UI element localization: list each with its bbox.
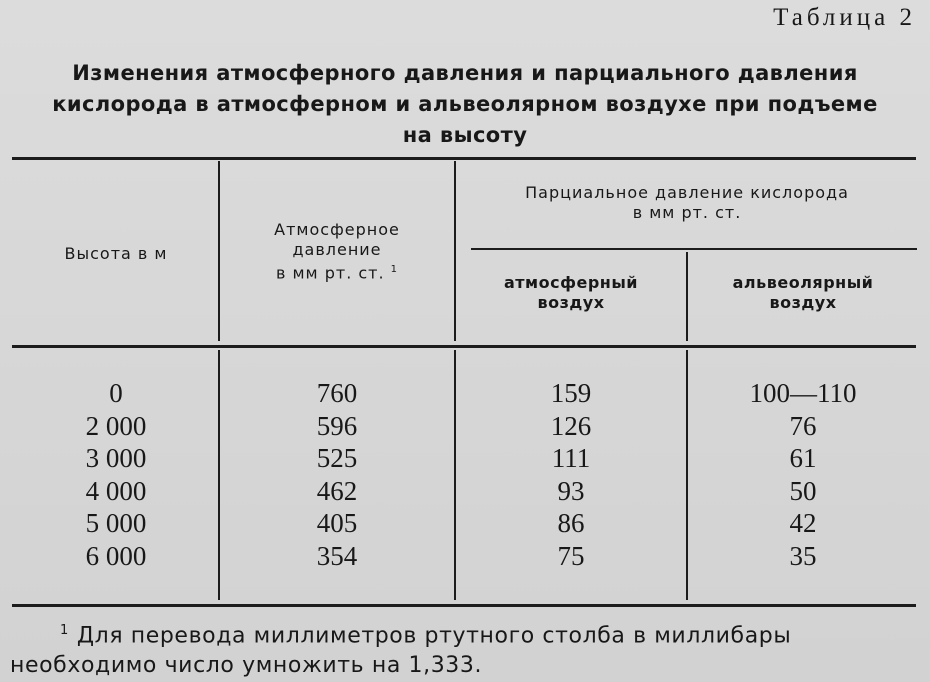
table-title-line-3: на высоту xyxy=(402,123,528,147)
column-o2-alv-air-values xyxy=(690,377,916,572)
header-atm-pressure-line-2: давление xyxy=(292,240,382,259)
table-bottom-rule xyxy=(12,604,916,607)
header-atm-air xyxy=(458,273,684,313)
table-title xyxy=(8,58,922,151)
cell-atm-pressure: 354 xyxy=(316,540,358,571)
cell-o2-atm-air: 93 xyxy=(557,475,585,506)
footnote-text-1: Для перевода миллиметров ртутного столба в миллибары xyxy=(76,623,792,649)
header-atm-pressure xyxy=(222,220,452,283)
column-divider xyxy=(218,161,220,341)
header-partial-pressure-line-2: в мм рт. ст. xyxy=(632,203,742,222)
cell-o2-atm-air: 126 xyxy=(550,410,592,441)
header-alv-air xyxy=(690,273,916,313)
header-alv-air-line-1: альвеолярный xyxy=(732,273,874,292)
table-number-label: Таблица 2 xyxy=(773,4,916,31)
header-atm-pressure-line-3 xyxy=(222,260,452,283)
column-divider xyxy=(686,252,688,341)
cell-height: 6 000 xyxy=(85,540,147,571)
cell-o2-atm-air: 75 xyxy=(557,540,585,571)
cell-height: 0 xyxy=(109,378,123,408)
column-divider xyxy=(454,350,456,600)
cell-o2-alv-air: 61 xyxy=(789,443,817,473)
header-atm-pressure-line-1: Атмосферное xyxy=(274,220,400,239)
column-divider xyxy=(218,350,220,600)
partial-pressure-subheader-rule xyxy=(471,248,917,250)
header-atm-air-line-2: воздух xyxy=(537,293,605,312)
column-divider xyxy=(686,350,688,600)
header-bottom-rule xyxy=(12,345,916,348)
header-height: Высота в м xyxy=(64,244,168,263)
header-alv-air-line-2: воздух xyxy=(769,293,837,312)
table-top-rule xyxy=(12,157,916,160)
cell-o2-atm-air: 111 xyxy=(551,443,591,473)
cell-atm-pressure: 405 xyxy=(316,508,358,538)
cell-atm-pressure: 525 xyxy=(316,443,358,473)
cell-o2-alv-air: 50 xyxy=(789,475,817,506)
cell-height: 5 000 xyxy=(85,508,147,538)
table-title-line-2: кислорода в атмосферном и альвеолярном воздухе при подъеме xyxy=(52,92,878,116)
footnote-line-2: необходимо число умножить на 1,333. xyxy=(10,653,483,679)
cell-o2-alv-air: 42 xyxy=(789,508,817,538)
header-partial-pressure xyxy=(458,183,916,223)
cell-o2-atm-air: 159 xyxy=(550,378,592,408)
cell-atm-pressure: 596 xyxy=(316,410,358,441)
footnote-mark: 1 xyxy=(60,623,69,638)
footnote-line-1 xyxy=(10,616,922,651)
cell-atm-pressure: 760 xyxy=(316,378,358,408)
cell-atm-pressure: 462 xyxy=(316,475,358,506)
column-divider xyxy=(454,161,456,341)
column-atm-pressure-values xyxy=(222,377,452,572)
cell-height: 4 000 xyxy=(85,475,147,506)
header-atm-pressure-unit: в мм рт. ст. xyxy=(275,263,385,283)
table-title-line-1: Изменения атмосферного давления и парциального давления xyxy=(72,61,858,85)
column-o2-atm-air-values xyxy=(458,377,684,572)
cell-o2-alv-air: 100—110 xyxy=(749,378,857,408)
footnote xyxy=(10,616,922,681)
header-partial-pressure-line-1: Парциальное давление кислорода xyxy=(525,183,849,202)
cell-o2-alv-air: 35 xyxy=(789,540,817,571)
column-height-values xyxy=(14,377,218,572)
header-atm-air-line-1: атмосферный xyxy=(503,273,639,292)
cell-o2-atm-air: 86 xyxy=(557,508,585,538)
cell-height: 2 000 xyxy=(85,410,147,441)
cell-height: 3 000 xyxy=(85,443,147,473)
footnote-reference: 1 xyxy=(390,264,399,275)
cell-o2-alv-air: 76 xyxy=(789,410,817,441)
